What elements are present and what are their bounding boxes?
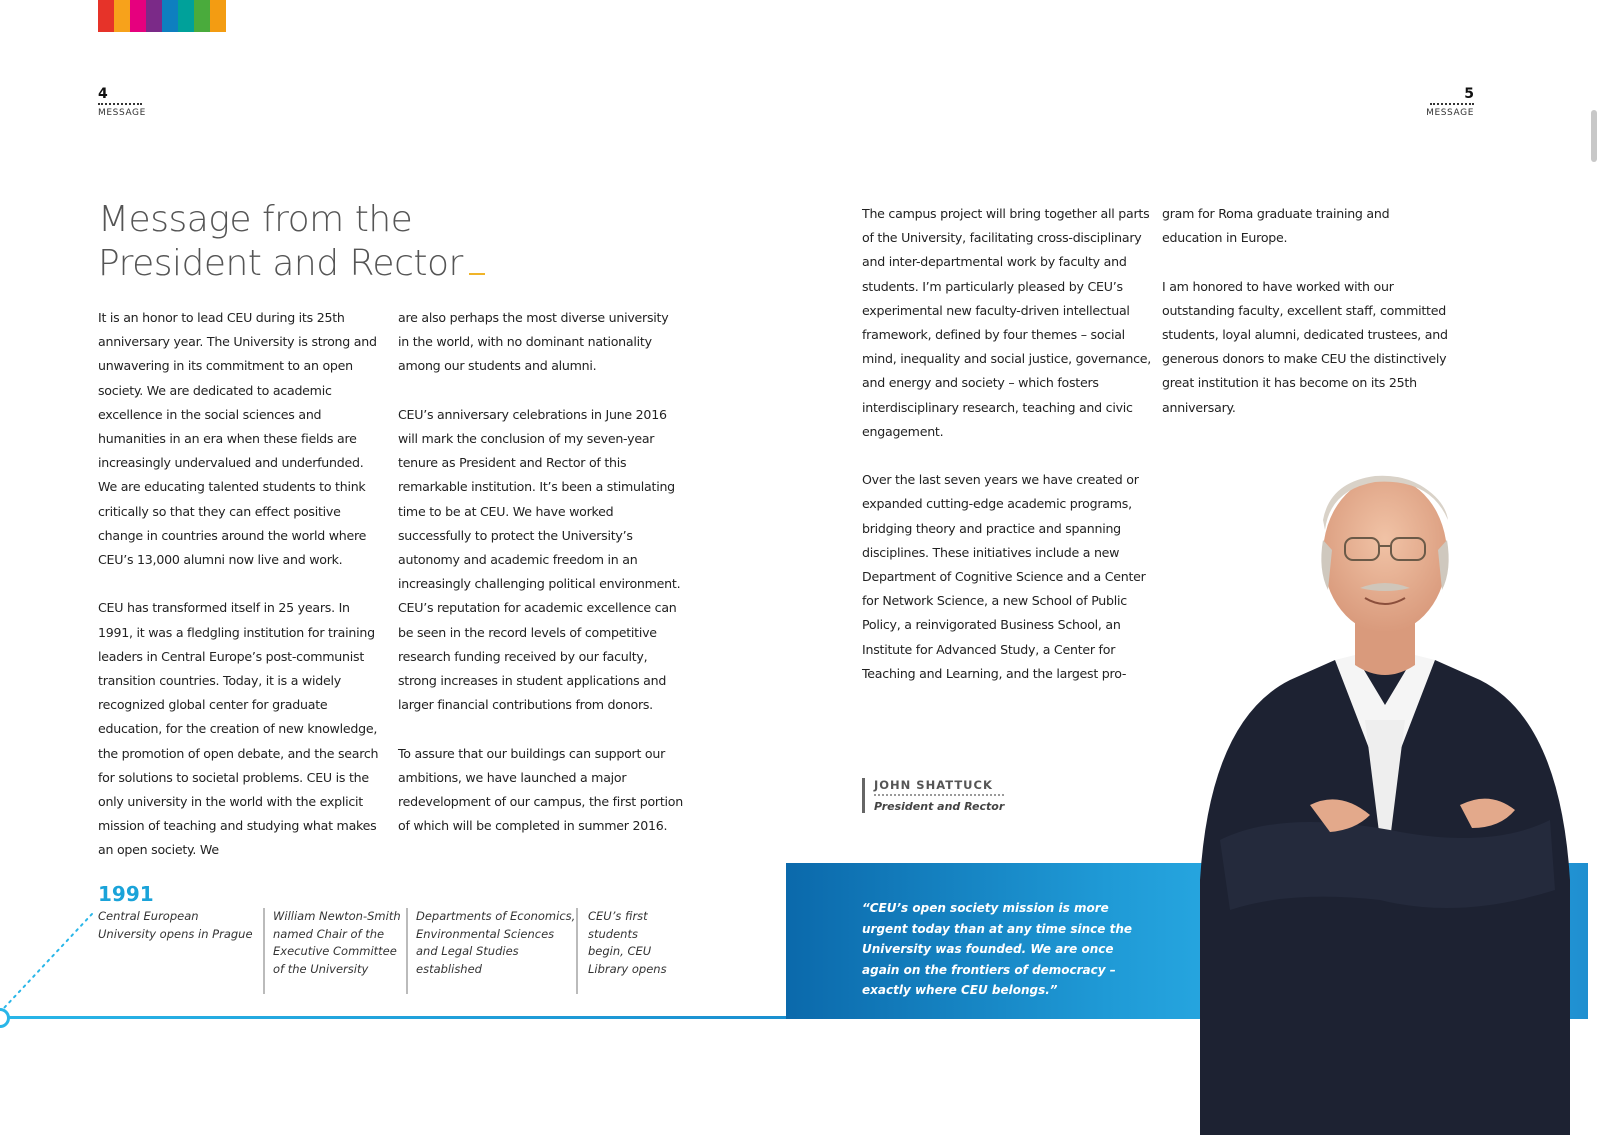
scrollbar-thumb[interactable] bbox=[1591, 110, 1597, 162]
timeline-event: Central European University opens in Prague bbox=[98, 909, 253, 941]
paragraph: The campus project will bring together all parts of the University, facilitating cross-disciplinary and inter-departmental work by faculty and students. I’m particularly pleased by CEU’s experimental new faculty-driven intellectual framework, defined by four themes – social mind, inequality and social justice, governance, and energy and society – which fosters interdisciplinary research, teaching and civic engagement. bbox=[862, 206, 1152, 439]
color-swatch bbox=[210, 0, 226, 32]
page-number: 5 bbox=[1464, 86, 1474, 102]
signatory-role: President and Rector bbox=[874, 800, 1005, 813]
page-number: 4 bbox=[98, 86, 108, 102]
section-label: MESSAGE bbox=[98, 108, 146, 118]
paragraph: are also perhaps the most diverse university in the world, with no dominant nationality among our students and alumni. bbox=[398, 310, 669, 374]
timeline-year: 1991 bbox=[98, 882, 154, 906]
dotted-divider bbox=[98, 103, 142, 105]
body-column-4 bbox=[1162, 202, 1452, 420]
timeline-event: Departments of Economics, Environmental Sciences and Legal Studies established bbox=[406, 908, 578, 994]
signatory-name: JOHN SHATTUCK bbox=[874, 778, 1004, 796]
timeline-event: CEU’s first students begin, CEU Library opens bbox=[576, 908, 676, 994]
timeline-event: William Newton-Smith named Chair of the Executive Committee of the University bbox=[263, 908, 403, 994]
body-column-3 bbox=[862, 202, 1152, 686]
timeline-dotted-connector bbox=[0, 912, 94, 1012]
color-swatch bbox=[178, 0, 194, 32]
page-number-right bbox=[1426, 86, 1474, 118]
signature-block bbox=[862, 778, 1004, 813]
color-swatch bbox=[146, 0, 162, 32]
page-title bbox=[98, 198, 485, 286]
body-column-1 bbox=[98, 306, 380, 863]
pull-quote: “CEU’s open society mission is more urgent today than at any time since the University was founded. We are once again on the frontiers of democracy – exactly where CEU belongs.” bbox=[862, 901, 1133, 997]
title-accent-mark bbox=[469, 273, 485, 275]
dotted-divider bbox=[1430, 103, 1474, 105]
portrait-photo bbox=[1160, 460, 1600, 1135]
paragraph: gram for Roma graduate training and education in Europe. bbox=[1162, 206, 1390, 246]
paragraph: CEU has transformed itself in 25 years. In 1991, it was a fledgling institution for training leaders in Central Europe’s post-communist transition countries. Today, it is a widely recognized global center for graduate education, for the creation of new knowledge, the promotion of open debate, and the search for solutions to societal problems. CEU is the only university in the world with the explicit mission of teaching and studying what makes an open society. We bbox=[98, 600, 379, 858]
timeline-line bbox=[0, 1016, 790, 1019]
color-swatch bbox=[194, 0, 210, 32]
paragraph: Over the last seven years we have created or expanded cutting-edge academic programs, bridging theory and practice and spanning disciplines. These initiatives include a new Department of Cognitive Science and a Center for Network Science, a new School of Public Policy, a reinvigorated Business School, an Institute for Advanced Study, a Center for Teaching and Learning, and the largest pro- bbox=[862, 472, 1146, 681]
body-column-2 bbox=[398, 306, 683, 838]
section-label: MESSAGE bbox=[1426, 108, 1474, 118]
brand-colorbar bbox=[98, 0, 226, 32]
paragraph: It is an honor to lead CEU during its 25th anniversary year. The University is strong and unwavering in its commitment to an open society. We are dedicated to academic excellence in the social sciences and humanities in an era when these fields are increasingly undervalued and underfunded. We are educating talented students to think critically so that they can effect positive change in countries around the world where CEU’s 13,000 alumni now live and work. bbox=[98, 310, 377, 568]
paragraph: I am honored to have worked with our outstanding faculty, excellent staff, committed students, loyal alumni, dedicated trustees, and generous donors to make CEU the distinctively great institution it has become on its 25th anniversary. bbox=[1162, 278, 1448, 415]
color-swatch bbox=[98, 0, 114, 32]
page-number-left bbox=[98, 86, 146, 118]
title-line-2 bbox=[98, 242, 485, 286]
paragraph: To assure that our buildings can support our ambitions, we have launched a major redevelopment of our campus, the first portion of which will be completed in summer 2016. bbox=[398, 745, 683, 834]
color-swatch bbox=[130, 0, 146, 32]
title-line-2-text: President and Rector bbox=[98, 243, 463, 284]
color-swatch bbox=[162, 0, 178, 32]
title-line-1: Message from the bbox=[98, 199, 413, 240]
paragraph: CEU’s anniversary celebrations in June 2016 will mark the conclusion of my seven-year tenure as President and Rector of this remarkable institution. It’s been a stimulating time to be at CEU. We have worked successfully to protect the University’s autonomy and academic freedom in an increasingly challenging political environment. CEU’s reputation for academic excellence can be seen in the record levels of competitive research funding received by our faculty, strong increases in student applications and larger financial contributions from donors. bbox=[398, 406, 681, 713]
color-swatch bbox=[114, 0, 130, 32]
